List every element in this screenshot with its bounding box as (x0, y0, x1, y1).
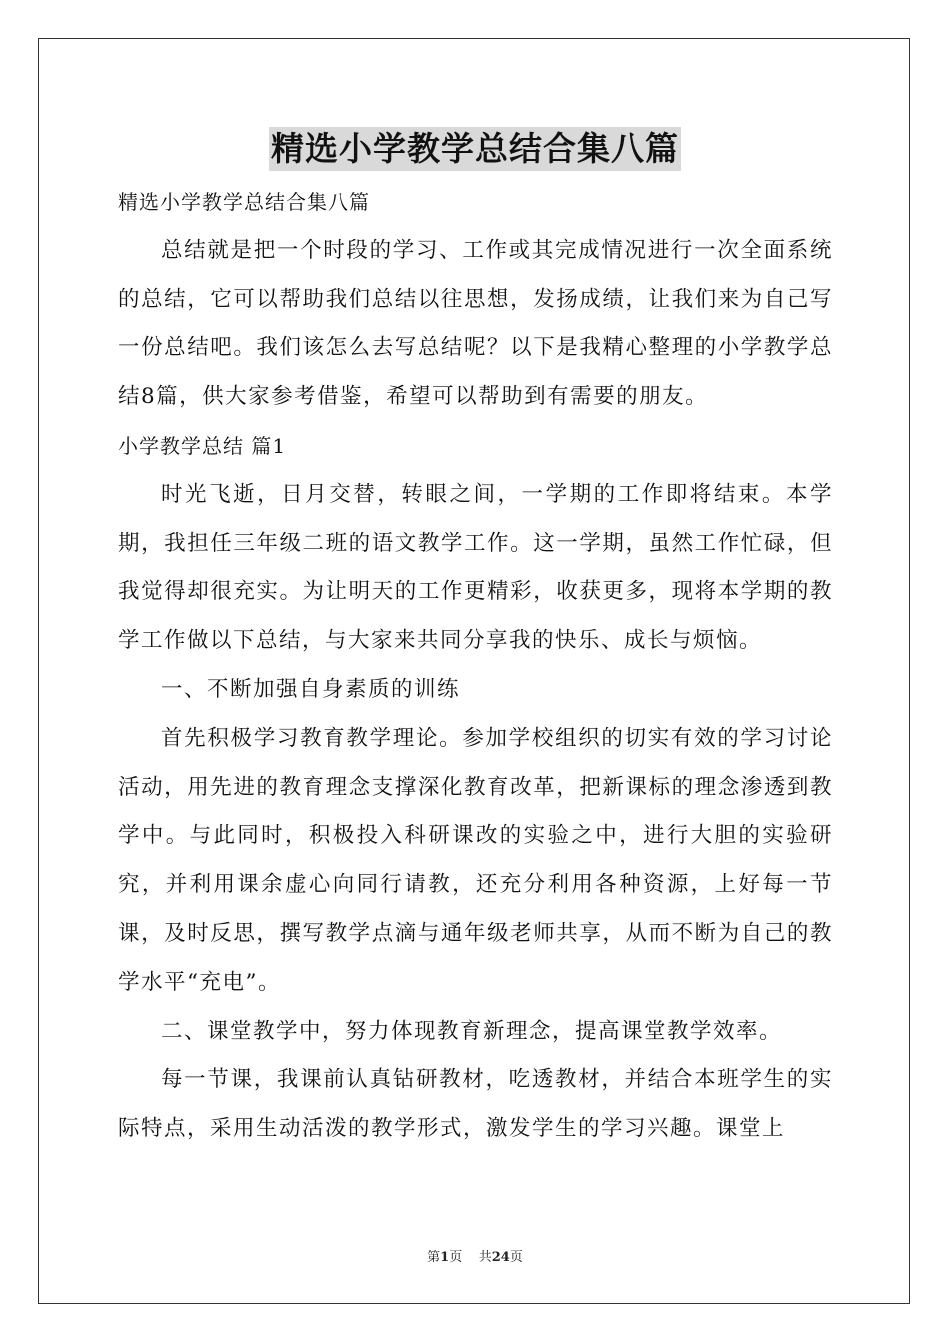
document-title: 精选小学教学总结合集八篇 (269, 127, 681, 171)
section-heading: 小学教学总结 篇1 (118, 433, 287, 458)
footer-suffix: 页 (509, 1250, 523, 1265)
footer-page-current: 1 (440, 1250, 450, 1265)
subsection-heading: 一、不断加强自身素质的训练 (161, 676, 461, 702)
footer-prefix: 第 (427, 1250, 441, 1265)
document-body (118, 178, 833, 1154)
intro-paragraph: 总结就是把一个时段的学习、工作或其完成情况进行一次全面系统的总结，它可以帮助我们总结以往思想，发扬成绩，让我们来为自己写一份总结吧。我们该怎么去写总结呢？以下是我精心整理的小学教学总结8篇，供大家参考借鉴，希望可以帮助到有需要的朋友。 (118, 237, 833, 410)
document-subtitle: 精选小学教学总结合集八篇 (118, 190, 370, 214)
footer-page-total: 24 (491, 1250, 510, 1265)
subsection-heading: 二、课堂教学中，努力体现教育新理念，提高课堂教学效率。 (161, 1018, 783, 1044)
body-paragraph: 时光飞逝，日月交替，转眼之间，一学期的工作即将结束。本学期，我担任三年级二班的语文教学工作。这一学期，虽然工作忙碌，但我觉得却很充实。为让明天的工作更精彩，收获更多，现将本学期的教学工作做以下总结，与大家来共同分享我的快乐、成长与烦恼。 (118, 481, 833, 654)
title-wrap (0, 127, 950, 171)
body-paragraph: 首先积极学习教育教学理论。参加学校组织的切实有效的学习讨论活动，用先进的教育理念支撑深化教育改革，把新课标的理念渗透到教学中。与此同时，积极投入科研课改的实验之中，进行大胆的实验研究，并利用课余虚心向同行请教，还充分利用各种资源，上好每一节课，及时反思，撰写教学点滴与通年级老师共享，从而不断为自己的教学水平“充电”。 (118, 725, 833, 995)
page-footer (0, 1246, 950, 1265)
body-paragraph: 每一节课，我课前认真钻研教材，吃透教材，并结合本班学生的实际特点，采用生动活泼的教学形式，激发学生的学习兴趣。课堂上 (118, 1067, 833, 1142)
footer-mid: 页 共 (449, 1250, 492, 1265)
